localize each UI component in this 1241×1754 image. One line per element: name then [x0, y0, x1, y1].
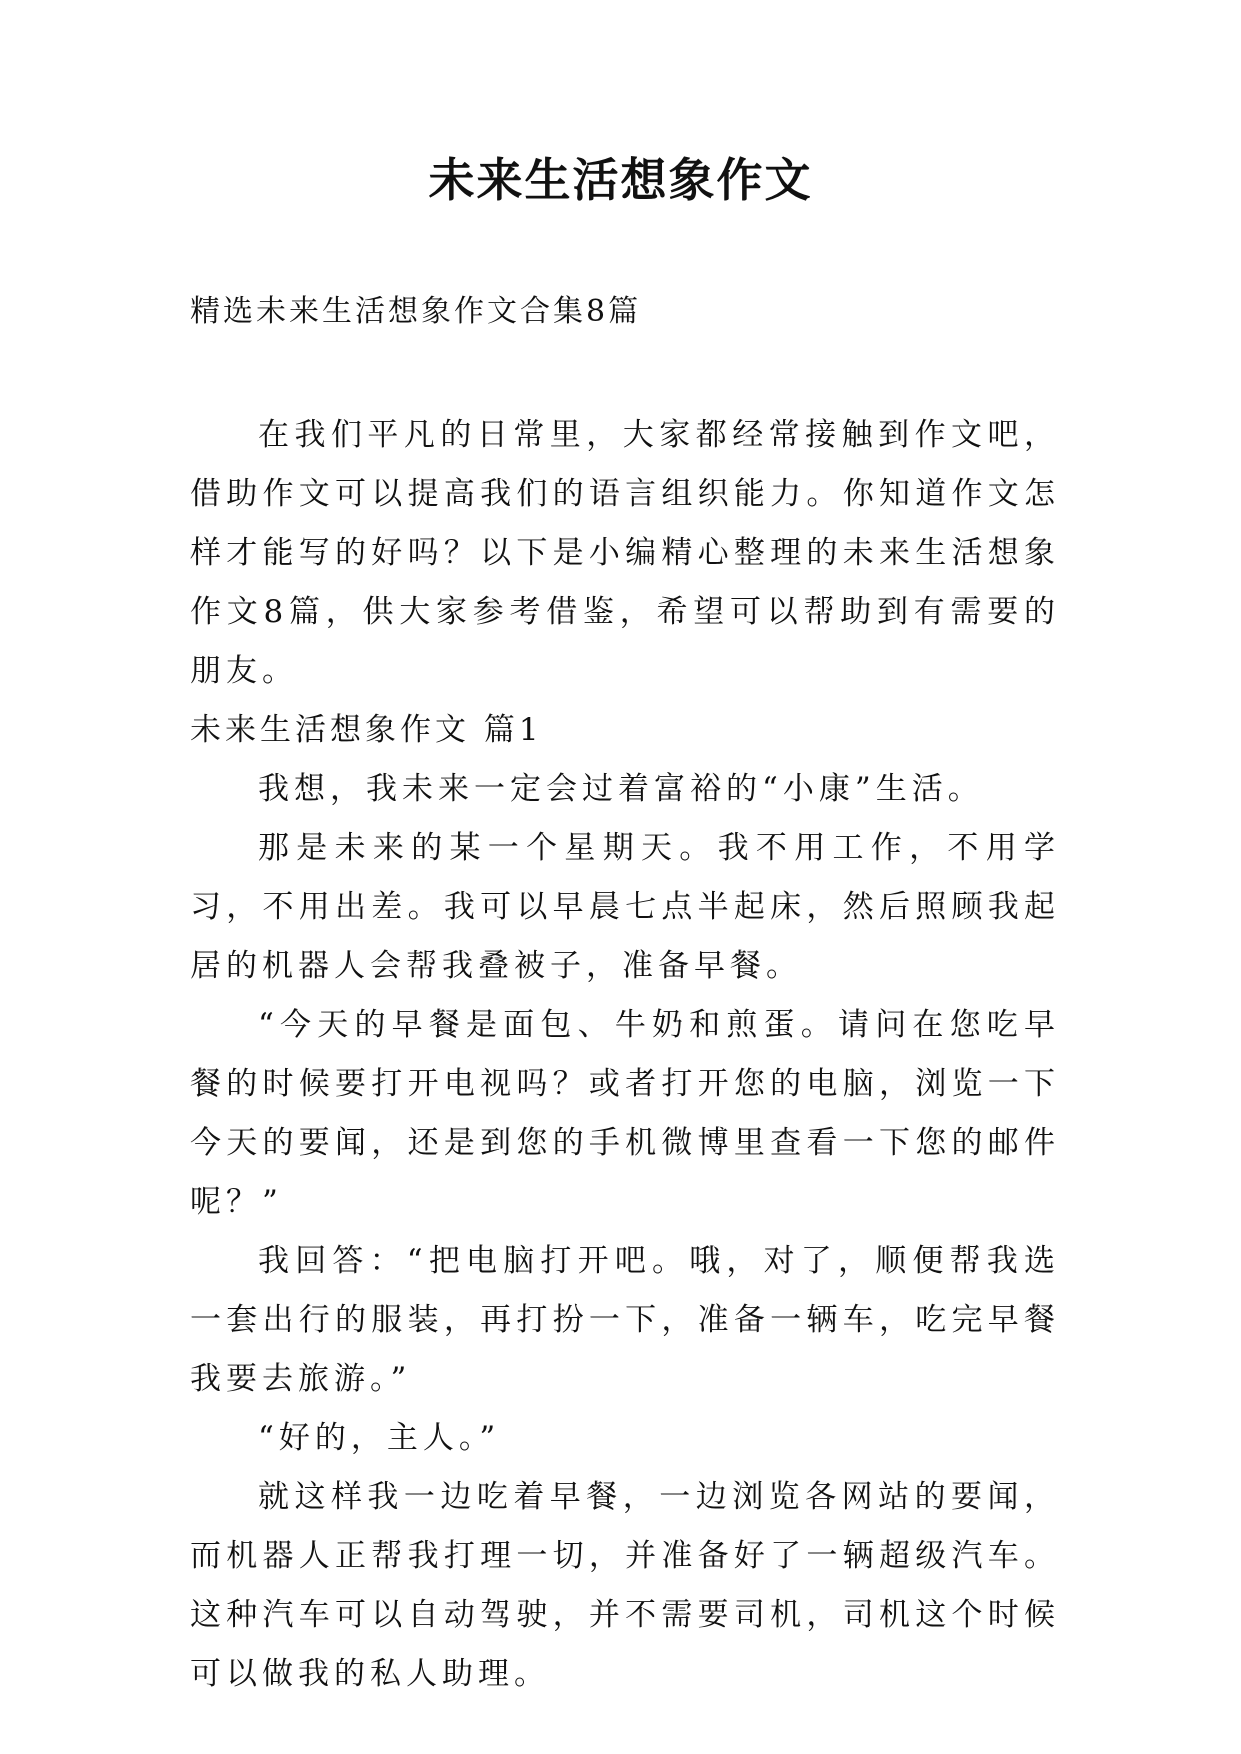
- intro-paragraph: 在我们平凡的日常里，大家都经常接触到作文吧，借助作文可以提高我们的语言组织能力。你知道作文怎样才能写的好吗？以下是小编精心整理的未来生活想象作文8篇，供大家参考借鉴，希望可以帮助到有需要的朋友。: [190, 417, 1060, 689]
- document-title: 未来生活想象作文: [428, 153, 813, 207]
- document-body: [190, 406, 1060, 1704]
- body-paragraph: 那是未来的某一个星期天。我不用工作，不用学习，不用出差。我可以早晨七点半起床，然后照顾我起居的机器人会帮我叠被子，准备早餐。: [190, 830, 1060, 984]
- body-paragraph: 就这样我一边吃着早餐，一边浏览各网站的要闻，而机器人正帮我打理一切，并准备好了一辆超级汽车。这种汽车可以自动驾驶，并不需要司机，司机这个时候可以做我的私人助理。: [190, 1479, 1060, 1692]
- body-paragraph: “今天的早餐是面包、牛奶和煎蛋。请问在您吃早餐的时候要打开电视吗？或者打开您的电脑，浏览一下今天的要闻，还是到您的手机微博里查看一下您的邮件呢？”: [190, 1007, 1060, 1220]
- document-subtitle: 精选未来生活想象作文合集8篇: [190, 294, 642, 329]
- body-paragraph: 我回答：“把电脑打开吧。哦，对了，顺便帮我选一套出行的服装，再打扮一下，准备一辆车，吃完早餐我要去旅游。”: [190, 1243, 1060, 1397]
- body-paragraph: 我想，我未来一定会过着富裕的“小康”生活。: [258, 771, 984, 807]
- section-heading: 未来生活想象作文 篇1: [190, 712, 543, 748]
- body-paragraph: “好的，主人。”: [258, 1420, 501, 1456]
